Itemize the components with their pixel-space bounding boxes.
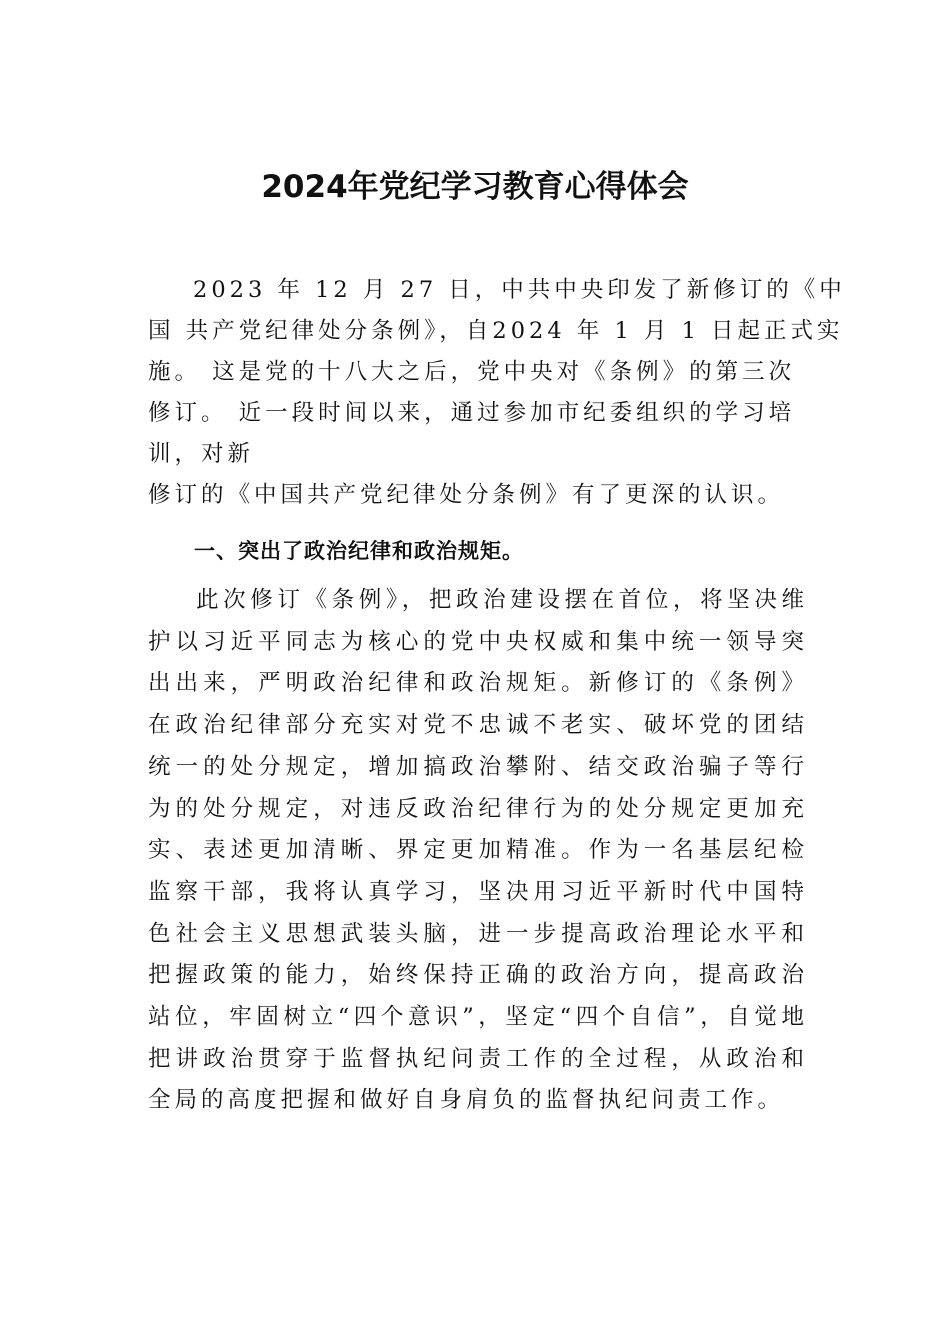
intro-line: 训，对新 — [148, 441, 255, 467]
intro-paragraph — [148, 270, 846, 516]
intro-line: 修订。 近一段时间以来，通过参加市纪委组织的学习培 — [148, 400, 796, 426]
intro-line: 2023 年 12 月 27 日，中共中央印发了新修订的《中 — [193, 277, 846, 303]
document-title: 2024年党纪学习教育心得体会 — [261, 169, 689, 205]
intro-line: 施。 这是党的十八大之后，党中央对《条例》的第三次 — [148, 359, 796, 385]
intro-line: 国 共产党纪律处分条例》，自2024 年 1 月 1 日起正式实 — [148, 318, 844, 344]
section-heading: 一、突出了政治纪律和政治规矩。 — [194, 539, 524, 563]
section-paragraph: 此次修订《条例》，把政治建设摆在首位，将坚决维护以习近平同志为核心的党中央权威和集中统一领导突出出来，严明政治纪律和政治规矩。新修订的《条例》在政治纪律部分充实对党不忠诚不老实、破坏党的团结统一的处分规定，增加搞政治攀附、结交政治骗子等行为的处分规定，对违反政治纪律行为的处分规定更加充实、表述更加清晰、界定更加精准。作为一名基层纪检监察干部，我将认真学习，坚决用习近平新时代中国特色社会主义思想武装头脑，进一步提高政治理论水平和把握政策的能力，始终保持正确的政治方向，提高政治站位，牢固树立“四个意识”，坚定“四个自信”，自觉地把讲政治贯穿于监督执纪问责工作的全过程，从政治和全局的高度把握和做好自身肩负的监督执纪问责工作。 — [148, 587, 808, 1114]
intro-line: 修订的《中国共产党纪律处分条例》有了更深的认识。 — [148, 482, 785, 508]
